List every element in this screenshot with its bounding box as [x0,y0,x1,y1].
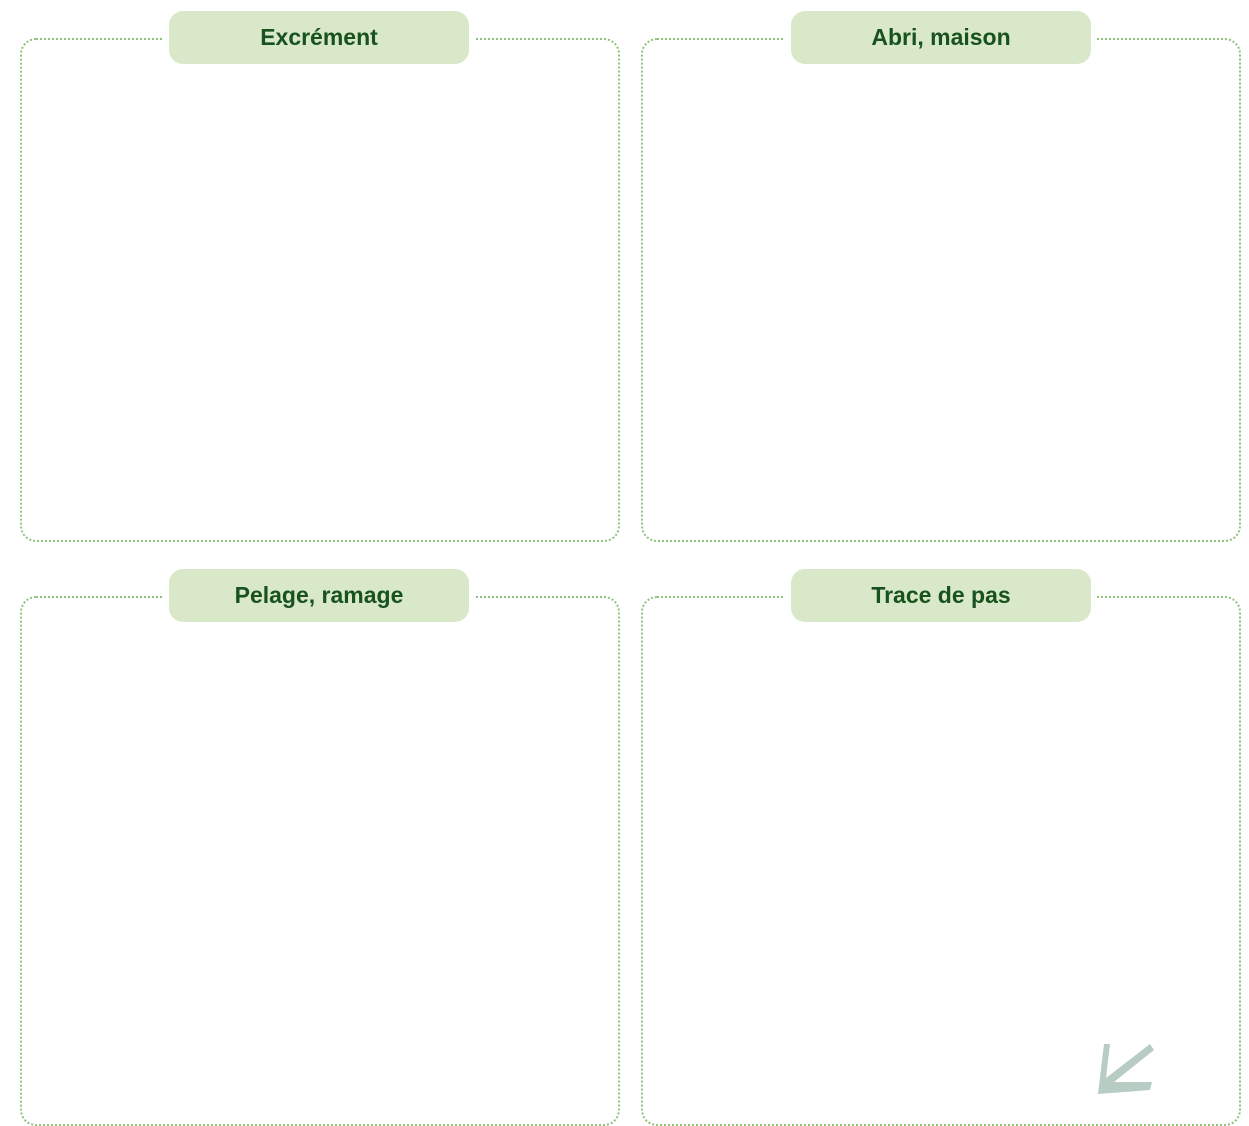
panel-excrement [20,38,620,542]
panel-abri-maison [641,38,1241,542]
panel-abri-maison-title: Abri, maison [791,11,1091,64]
panel-excrement-title: Excrément [169,11,469,64]
arrow-down-left-icon [1090,1040,1170,1100]
panel-pelage-ramage [20,596,620,1126]
panel-trace-de-pas-title: Trace de pas [791,569,1091,622]
panel-pelage-ramage-title: Pelage, ramage [169,569,469,622]
